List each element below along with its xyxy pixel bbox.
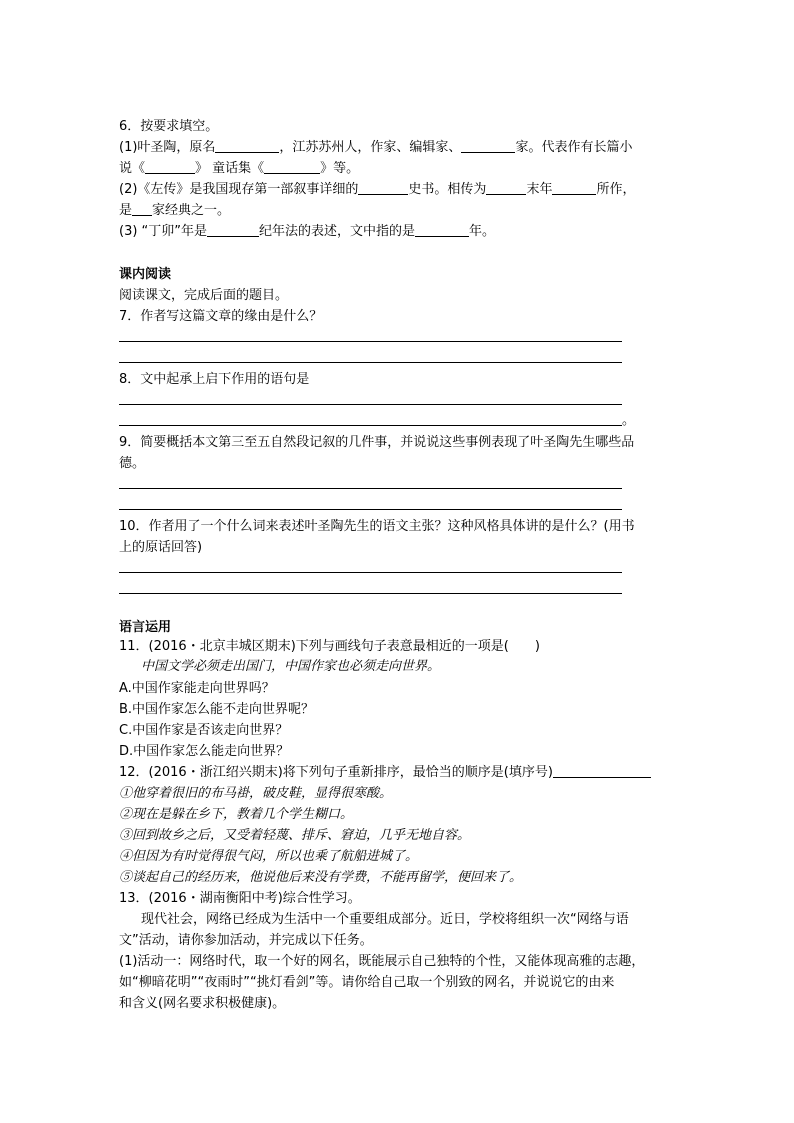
q13-paragraph: 现代社会，网络已经成为生活中一个重要组成部分。近日，学校将组织一次“网络与语 <box>141 912 629 927</box>
q11-option-c: C.中国作家是否该走向世界？ <box>119 723 289 738</box>
answer-line <box>119 404 622 405</box>
reading-intro: 阅读课文，完成后面的题目。 <box>119 288 289 303</box>
answer-line <box>119 509 622 510</box>
q8-period: 。 <box>622 413 636 428</box>
q6-text: 末年 <box>526 182 553 197</box>
question-7: 7．作者写这篇文章的缘由是什么？ <box>119 309 323 324</box>
question-8: 8．文中起承上启下作用的语句是 <box>119 372 310 387</box>
q12-item-5: ⑤谈起自己的经历来，他说他后来没有学费，不能再留学，便回来了。 <box>119 870 523 885</box>
q12-item-2: ②现在是躲在乡下，教着几个学生糊口。 <box>119 807 354 822</box>
q13-task-1-cont: 如“柳暗花明”“夜雨时”“挑灯看剑”等。请你给自己取一个别致的网名，并说说它的由来 <box>119 975 615 990</box>
answer-line <box>119 425 622 426</box>
q6-text: (1)叶圣陶，原名 <box>119 140 216 155</box>
answer-line <box>119 593 622 594</box>
blank <box>415 223 469 237</box>
q6-text: 是 <box>119 203 133 218</box>
q6-line-1 <box>119 139 632 157</box>
question-10-cont: 上的原话回答) <box>119 540 203 555</box>
q6-text: 说《 <box>119 161 146 176</box>
q6-line-2 <box>119 160 359 178</box>
answer-line <box>119 362 622 363</box>
answer-line <box>119 488 622 489</box>
question-11: 11．(2016・北京丰城区期末)下列与画线句子表意最相近的一项是( ) <box>119 639 540 654</box>
q11-option-a: A.中国作家能走向世界吗？ <box>119 681 275 696</box>
q13-task-1: (1)活动一：网络时代，取一个好的网名，既能展示自己独特的个性，又能体现高雅的志趣， <box>119 954 645 969</box>
q12-item-4: ④但因为有时觉得很气闷，所以也乘了航船进城了。 <box>119 849 419 864</box>
q6-text: 家。代表作有长篇小 <box>515 140 633 155</box>
q6-text: 年。 <box>469 224 496 239</box>
q13-task-1-cont: 和含义(网名要求积极健康)。 <box>119 996 286 1011</box>
q6-text: (2)《左传》是我国现存第一部叙事详细的 <box>119 182 359 197</box>
blank <box>207 223 259 237</box>
q6-text: 家经典之一。 <box>152 203 231 218</box>
blank <box>553 764 651 778</box>
answer-line <box>119 572 622 573</box>
question-12 <box>119 764 651 782</box>
q6-text: 纪年法的表述，文中指的是 <box>259 224 416 239</box>
question-9: 9．简要概括本文第三至五自然段记叙的几件事，并说说这些事例表现了叶圣陶先生哪些品 <box>119 435 635 450</box>
q13-paragraph-cont: 文”活动，请你参加活动，并完成以下任务。 <box>119 933 373 948</box>
q6-title: 6．按要求填空。 <box>119 119 219 134</box>
blank <box>264 160 320 174</box>
q6-text: 史书。相传为 <box>408 182 487 197</box>
section-heading-reading: 课内阅读 <box>119 267 172 282</box>
question-9-cont: 德。 <box>119 456 146 471</box>
blank <box>358 181 408 195</box>
q11-option-b: B.中国作家怎么能不走向世界呢？ <box>119 702 315 717</box>
blank <box>145 160 195 174</box>
q6-text: 》 童话集《 <box>195 161 265 176</box>
q6-text: ，江苏苏州人，作家、编辑家、 <box>279 140 462 155</box>
q6-line-3 <box>119 181 635 199</box>
q12-text: 12．(2016・浙江绍兴期末)将下列句子重新排序，最恰当的顺序是(填序号) <box>119 765 553 780</box>
q11-underlined-sentence: 中国文学必须走出国门，中国作家也必须走向世界。 <box>141 659 441 674</box>
q6-line-5 <box>119 223 495 241</box>
blank <box>486 181 526 195</box>
q6-line-4 <box>119 202 230 220</box>
q12-item-3: ③回到故乡之后，又受着轻蔑、排斥、窘迫，几乎无地自容。 <box>119 828 471 843</box>
blank <box>215 139 279 153</box>
q12-item-1: ①他穿着很旧的布马褂，破皮鞋，显得很寒酸。 <box>119 786 393 801</box>
q6-text: 所作， <box>596 182 636 197</box>
blank <box>132 202 152 216</box>
q6-text: 》等。 <box>320 161 360 176</box>
question-10: 10．作者用了一个什么词来表述叶圣陶先生的语文主张？这种风格具体讲的是什么？(用书 <box>119 519 635 534</box>
q11-option-d: D.中国作家怎么能走向世界？ <box>119 744 290 759</box>
blank <box>461 139 515 153</box>
section-heading-language: 语言运用 <box>119 620 172 635</box>
blank <box>552 181 596 195</box>
q6-text: (3) “丁卯”年是 <box>119 224 208 239</box>
question-13: 13．(2016・湖南衡阳中考)综合性学习。 <box>119 891 361 906</box>
answer-line <box>119 341 622 342</box>
